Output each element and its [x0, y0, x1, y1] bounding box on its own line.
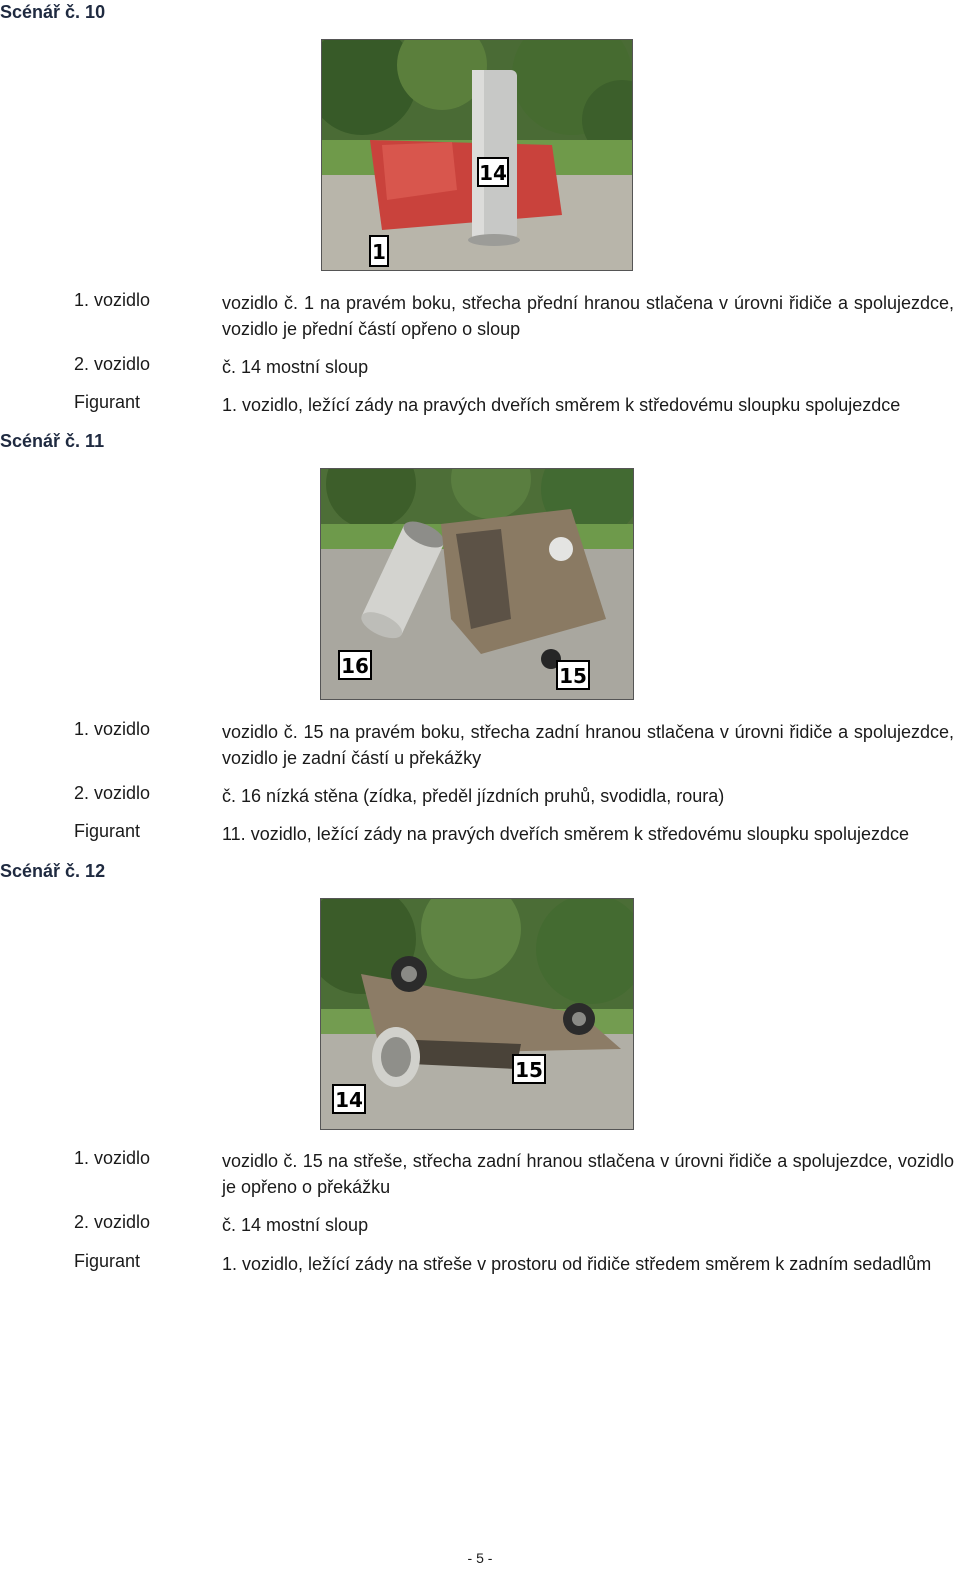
- row-label: 1. vozidlo: [74, 719, 151, 739]
- scenario-12-row-figurant: [74, 1251, 954, 1303]
- row-label: 2. vozidlo: [74, 783, 151, 803]
- svg-text:15: 15: [515, 1058, 543, 1082]
- scenario-11-row-vehicle-2: [74, 783, 954, 809]
- row-label: 1. vozidlo: [74, 1148, 151, 1168]
- row-label: 1. vozidlo: [74, 290, 151, 310]
- scenario-10-row-vehicle-1: [74, 290, 954, 342]
- svg-text:16: 16: [341, 654, 369, 678]
- scenario-10-title: Scénář č. 10: [0, 2, 106, 22]
- row-text: vozidlo č. 1 na pravém boku, střecha přední hranou stlačena v úrovni řidiče a spolujezdce, vozidlo je přední částí opřeno o sloup: [222, 293, 954, 339]
- svg-text:1: 1: [372, 240, 386, 264]
- scenario-11-photo: [320, 468, 634, 700]
- scenario-11-tag-16: [339, 651, 371, 679]
- row-label: 2. vozidlo: [74, 1212, 151, 1232]
- scenario-10-tag-1: [370, 236, 388, 266]
- row-text: vozidlo č. 15 na střeše, střecha zadní hranou stlačena v úrovni řidiče a spolujezdce, vozidlo je opřeno o překážku: [222, 1151, 954, 1197]
- row-label: Figurant: [74, 392, 141, 412]
- scenario-11-title: Scénář č. 11: [0, 431, 105, 451]
- svg-text:14: 14: [479, 161, 507, 185]
- scenario-12-title: Scénář č. 12: [0, 861, 106, 881]
- row-text: č. 16 nízká stěna (zídka, předěl jízdních pruhů, svodidla, roura): [222, 786, 725, 806]
- scenario-12-tag-14: [333, 1085, 365, 1113]
- scenario-10-tag-14: [478, 158, 508, 186]
- row-label: Figurant: [74, 1251, 141, 1271]
- scenario-11-row-figurant: [74, 821, 954, 847]
- page-number: - 5 -: [467, 1550, 493, 1566]
- scenario-12-row-vehicle-2: [74, 1212, 954, 1238]
- row-text: č. 14 mostní sloup: [222, 357, 369, 377]
- scenario-10-row-figurant: [74, 392, 954, 418]
- row-text: 1. vozidlo, ležící zády na pravých dveřích směrem k středovému sloupku spolujezdce: [222, 395, 901, 415]
- svg-text:15: 15: [559, 664, 587, 688]
- row-label: 2. vozidlo: [74, 354, 151, 374]
- row-text: 1. vozidlo, ležící zády na střeše v prostoru od řidiče středem směrem k zadním sedadlům: [222, 1254, 932, 1274]
- scenario-11-tag-15: [557, 661, 589, 689]
- scenario-10-photo: [321, 39, 633, 271]
- row-text: vozidlo č. 15 na pravém boku, střecha zadní hranou stlačena v úrovni řidiče a spolujezdce, vozidlo je zadní částí u překážky: [222, 722, 954, 768]
- svg-text:14: 14: [335, 1088, 363, 1112]
- scenario-11-row-vehicle-1: [74, 719, 954, 771]
- scenario-12-row-vehicle-1: [74, 1148, 954, 1200]
- scenario-10-row-vehicle-2: [74, 354, 954, 380]
- scenario-12-photo: [320, 898, 634, 1130]
- scenario-12-tag-15: [513, 1055, 545, 1083]
- row-text: č. 14 mostní sloup: [222, 1215, 369, 1235]
- row-text: 11. vozidlo, ležící zády na pravých dveřích směrem k středovému sloupku spolujezdce: [222, 824, 909, 844]
- row-label: Figurant: [74, 821, 141, 841]
